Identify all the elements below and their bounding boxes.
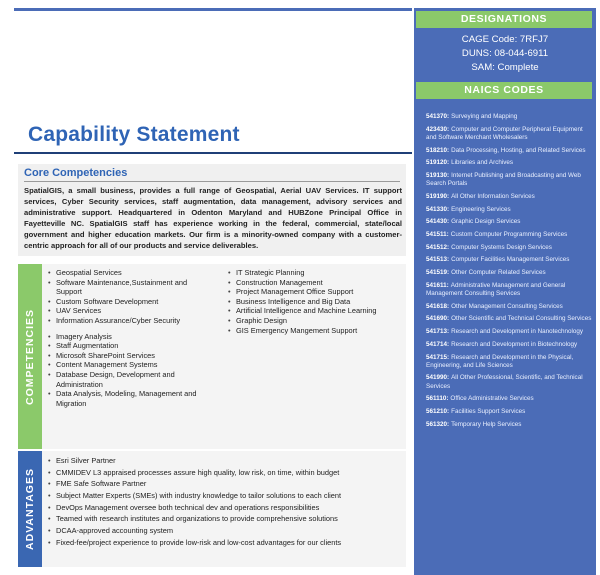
advantages-band <box>18 451 42 567</box>
naics-desc: All Other Information Services <box>451 192 535 200</box>
list-item <box>48 360 213 370</box>
naics-item <box>425 328 593 336</box>
duns-number: DUNS: 08-044-6911 <box>461 48 549 59</box>
list-item <box>48 332 213 342</box>
naics-code: 541714: <box>426 340 450 348</box>
naics-code: 561320: <box>426 420 450 428</box>
naics-code: 541715: <box>426 353 450 361</box>
naics-item <box>425 159 593 167</box>
list-item <box>228 278 400 288</box>
list-item <box>228 326 400 336</box>
naics-item <box>425 206 593 214</box>
list-item-text: DevOps Management oversee both technical dev and operations responsibilities <box>56 502 320 512</box>
naics-code: 541519: <box>426 269 450 277</box>
list-item-text: • Custom Software Development <box>56 296 159 306</box>
naics-desc: Administrative Management and General Management Consulting Services <box>426 281 566 298</box>
list-item-text: • Information Assurance/Cyber Security <box>56 315 181 325</box>
core-competencies-heading: Core Competencies <box>24 167 128 179</box>
competencies-list-right <box>228 268 400 335</box>
list-item-text: • Content Management Systems <box>56 360 158 370</box>
list-item-text: DCAA-approved accounting system <box>56 526 174 536</box>
designations-block <box>414 33 596 75</box>
list-item-text: • Microsoft SharePoint Services <box>56 350 155 360</box>
list-item-text: • GIS Emergency Mangement Support <box>236 325 358 335</box>
naics-item <box>425 282 593 298</box>
naics-code: 541330: <box>426 205 450 213</box>
naics-desc: Internet Publishing and Broadcasting and Web Search Portals <box>426 172 581 188</box>
naics-item <box>425 421 593 429</box>
list-item <box>48 306 213 316</box>
naics-item <box>425 218 593 226</box>
competencies-label: COMPETENCIES <box>24 308 36 405</box>
naics-code: 518210: <box>426 146 450 154</box>
core-competencies-body: SpatialGIS, a small business, provides a full range of Geospatial, Aerial UAV Services. IT support services, Cyber Security services, staff augmentation, data management, advisory services and administrative support. Headquartered in Odenton Maryland and HUBZone Principal Office in Fayetteville NC. SpatialGIS staff has experience working in the federal, commercial, state/local government and higher education markets. Our firm is a minority-owned company with a customer-centric approach for all of our products and service deliverables. <box>24 186 402 250</box>
list-item-text: • Construction Management <box>236 277 323 287</box>
list-item <box>228 268 400 278</box>
naics-code: 541690: <box>426 315 450 323</box>
naics-desc: Surveying and Mapping <box>451 113 518 120</box>
naics-desc: Facilities Support Services <box>451 408 526 416</box>
list-item-text: • Artificial Intelligence and Machine Learning <box>236 306 377 316</box>
naics-code: 423430: <box>426 125 450 133</box>
naics-item <box>425 341 593 349</box>
cage-code: CAGE Code: 7RFJ7 <box>461 34 549 45</box>
naics-item <box>425 354 593 370</box>
list-item <box>48 297 213 307</box>
list-item <box>48 316 213 326</box>
naics-code: 541611: <box>426 281 449 289</box>
naics-code: 561110: <box>426 395 449 403</box>
list-item-text: CMMIDEV L3 appraised processes assure high quality, low risk, on time, within budget <box>56 467 340 477</box>
list-item-text: FME Safe Software Partner <box>56 479 147 489</box>
naics-desc: Computer Systems Design Services <box>451 243 552 251</box>
naics-code: 541430: <box>426 218 450 226</box>
naics-desc: Custom Computer Programming Services <box>450 231 568 239</box>
sam-status: SAM: Complete <box>471 62 539 73</box>
naics-desc: Computer and Computer Peripheral Equipment and Software Merchant Wholesalers <box>426 125 583 141</box>
list-item <box>48 278 213 297</box>
list-item-text: • Imagery Analysis <box>56 331 112 341</box>
naics-desc: All Other Professional, Scientific, and Technical Services <box>426 374 583 390</box>
naics-item <box>425 231 593 239</box>
naics-item <box>425 374 593 390</box>
naics-item <box>425 193 593 201</box>
list-item <box>48 268 213 278</box>
naics-item <box>425 303 593 311</box>
list-item-text: • Data Analysis, Modeling, Management and Migration <box>56 389 197 408</box>
page-title: Capability Statement <box>28 123 240 146</box>
naics-code: 519190: <box>426 192 450 200</box>
naics-code: 541512: <box>426 243 450 251</box>
list-item-text: Subject Matter Experts (SMEs) with industry knowledge to tailor solutions to each client <box>56 491 342 501</box>
naics-code: 541513: <box>426 256 450 264</box>
list-item-text: • Geospatial Services <box>56 268 122 277</box>
list-item <box>48 468 400 478</box>
naics-code: 541990: <box>426 374 450 382</box>
list-item <box>48 538 400 548</box>
naics-item <box>425 113 593 121</box>
list-item <box>228 297 400 307</box>
naics-desc: Research and Development in Nanotechnology <box>451 328 584 336</box>
naics-code: 561210: <box>426 408 450 416</box>
list-item <box>228 306 400 316</box>
naics-desc: Other Computer Related Services <box>451 269 546 277</box>
list-item <box>48 351 213 361</box>
list-item-text: Esri Silver Partner <box>56 456 116 465</box>
naics-desc: Temporary Help Services <box>451 420 522 428</box>
competencies-band <box>18 264 42 449</box>
naics-desc: Computer Facilities Management Services <box>451 256 570 264</box>
list-item <box>48 503 400 513</box>
designations-heading: DESIGNATIONS <box>416 11 592 28</box>
list-item <box>48 526 400 536</box>
list-item-text: • Staff Augmentation <box>56 341 119 351</box>
naics-item <box>425 408 593 416</box>
list-item-text: • IT Strategic Planning <box>236 268 305 277</box>
naics-code: 519130: <box>426 172 450 180</box>
list-item <box>48 341 213 351</box>
naics-code: 541370: <box>426 113 450 120</box>
list-item-text: Fixed-fee/project experience to provide low-risk and low-cost advantages for our clients <box>56 537 342 547</box>
naics-desc: Data Processing, Hosting, and Related Services <box>451 146 586 154</box>
list-item <box>48 479 400 489</box>
naics-item <box>425 315 593 323</box>
naics-desc: Graphic Design Services <box>451 218 521 226</box>
naics-code: 541618: <box>426 302 450 310</box>
naics-code: 541713: <box>426 328 450 336</box>
title-divider <box>14 152 412 154</box>
list-item <box>48 491 400 501</box>
naics-heading: NAICS CODES <box>416 82 592 99</box>
list-item <box>48 514 400 524</box>
competencies-list-left <box>48 268 213 408</box>
list-item <box>228 316 400 326</box>
list-item <box>48 456 400 466</box>
naics-desc: Other Management Consulting Services <box>451 302 563 310</box>
naics-desc: Other Scientific and Technical Consulting Services <box>451 315 592 323</box>
list-item-text: • Project Management Office Support <box>236 287 354 297</box>
advantages-list <box>48 456 400 550</box>
naics-desc: Research and Development in the Physical, Engineering, and Life Sciences <box>426 353 574 369</box>
advantages-label: ADVANTAGES <box>24 468 36 550</box>
list-item <box>48 370 213 389</box>
naics-item <box>425 172 593 188</box>
top-rule <box>14 8 412 11</box>
naics-desc: Libraries and Archives <box>451 159 514 167</box>
naics-desc: Office Administrative Services <box>450 395 534 403</box>
naics-code: 541511: <box>426 231 449 239</box>
list-item-text: • Business Intelligence and Big Data <box>236 296 351 306</box>
naics-item <box>425 147 593 155</box>
naics-item <box>425 256 593 264</box>
list-item <box>48 389 213 408</box>
list-item-text: • Database Design, Development and Administration <box>56 369 175 389</box>
naics-list <box>425 113 593 433</box>
naics-item <box>425 126 593 142</box>
list-item-text: • UAV Services <box>56 306 102 316</box>
list-item-text: • Software Maintenance,Sustainment and Support <box>56 277 188 297</box>
list-item <box>228 287 400 297</box>
naics-item <box>425 395 593 403</box>
list-item-text: • Graphic Design <box>236 315 287 325</box>
core-competencies-divider <box>24 181 400 182</box>
naics-desc: Engineering Services <box>451 205 511 213</box>
naics-desc: Research and Development in Biotechnology <box>451 340 578 348</box>
list-item-text: Teamed with research institutes and organizations to provide comprehensive solutions <box>56 514 338 524</box>
naics-code: 519120: <box>426 159 450 167</box>
naics-item <box>425 269 593 277</box>
naics-item <box>425 244 593 252</box>
